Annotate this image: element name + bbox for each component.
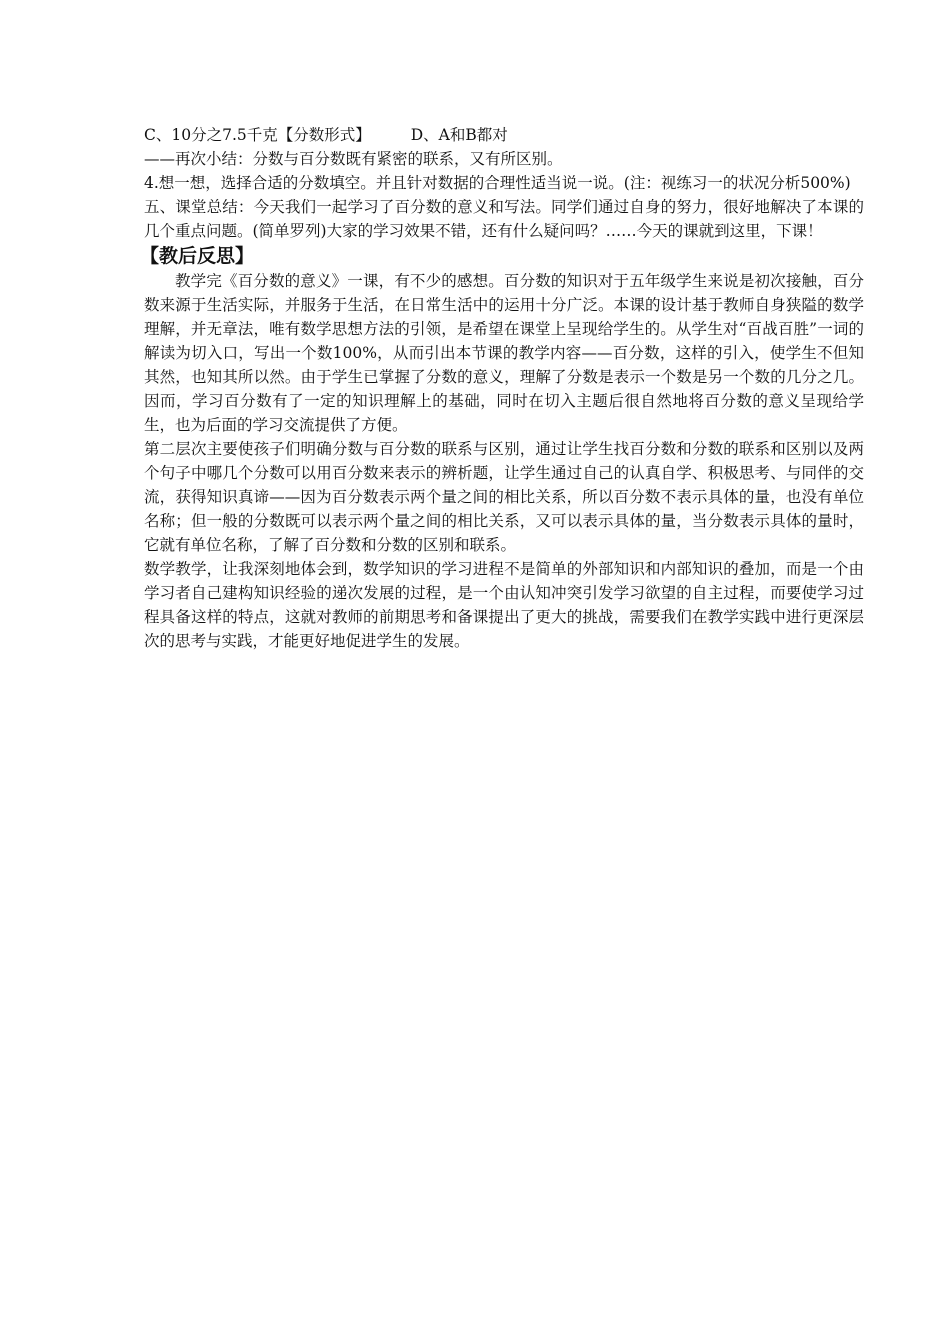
document-page <box>140 123 864 653</box>
summary-line: ——再次小结：分数与百分数既有紧密的联系，又有所区别。 <box>144 150 563 168</box>
options-line <box>144 123 864 147</box>
class-conclusion: 五、课堂总结：今天我们一起学习了百分数的意义和写法。同学们通过自身的努力，很好地解决了本课的几个重点问题。(简单罗列)大家的学习效果不错，还有什么疑问吗？……今天的课就到这里，下课！ <box>144 198 864 240</box>
reflection-paragraph-3: 数学教学，让我深刻地体会到，数学知识的学习进程不是简单的外部知识和内部知识的叠加，而是一个由学习者自己建构知识经验的递次发展的过程，是一个由认知冲突引发学习欲望的自主过程，而要使学习过程具备这样的特点，这就对教师的前期思考和备课提出了更大的挑战，需要我们在教学实践中进行更深层次的思考与实践，才能更好地促进学生的发展。 <box>144 560 864 650</box>
reflection-paragraph-1: 教学完《百分数的意义》一课，有不少的感想。百分数的知识对于五年级学生来说是初次接触，百分数来源于生活实际，并服务于生活，在日常生活中的运用十分广泛。本课的设计基于教师自身狭隘的数学理解，并无章法，唯有数学思想方法的引领，是希望在课堂上呈现给学生的。从学生对“百战百胜”一词的解读为切入口，写出一个数100%，从而引出本节课的教学内容——百分数，这样的引入，使学生不但知其然，也知其所以然。由于学生已掌握了分数的意义，理解了分数是表示一个数是另一个数的几分之几。因而，学习百分数有了一定的知识理解上的基础，同时在切入主题后很自然地将百分数的意义呈现给学生，也为后面的学习交流提供了方便。 <box>144 272 864 434</box>
option-d: D、A和B都对 <box>410 126 508 144</box>
reflection-heading: 【教后反思】 <box>140 245 255 267</box>
item-4: 4.想一想，选择合适的分数填空。并且针对数据的合理性适当说一说。(注：视练习一的状况分析500%) <box>144 174 851 192</box>
option-c: C、10分之7.5千克【分数形式】 <box>144 126 371 144</box>
reflection-paragraph-2: 第二层次主要使孩子们明确分数与百分数的联系与区别，通过让学生找百分数和分数的联系和区别以及两个句子中哪几个分数可以用百分数来表示的辨析题，让学生通过自己的认真自学、积极思考、与同伴的交流，获得知识真谛——因为百分数表示两个量之间的相比关系，所以百分数不表示具体的量，也没有单位名称；但一般的分数既可以表示两个量之间的相比关系，又可以表示具体的量，当分数表示具体的量时，它就有单位名称，了解了百分数和分数的区别和联系。 <box>144 440 864 554</box>
